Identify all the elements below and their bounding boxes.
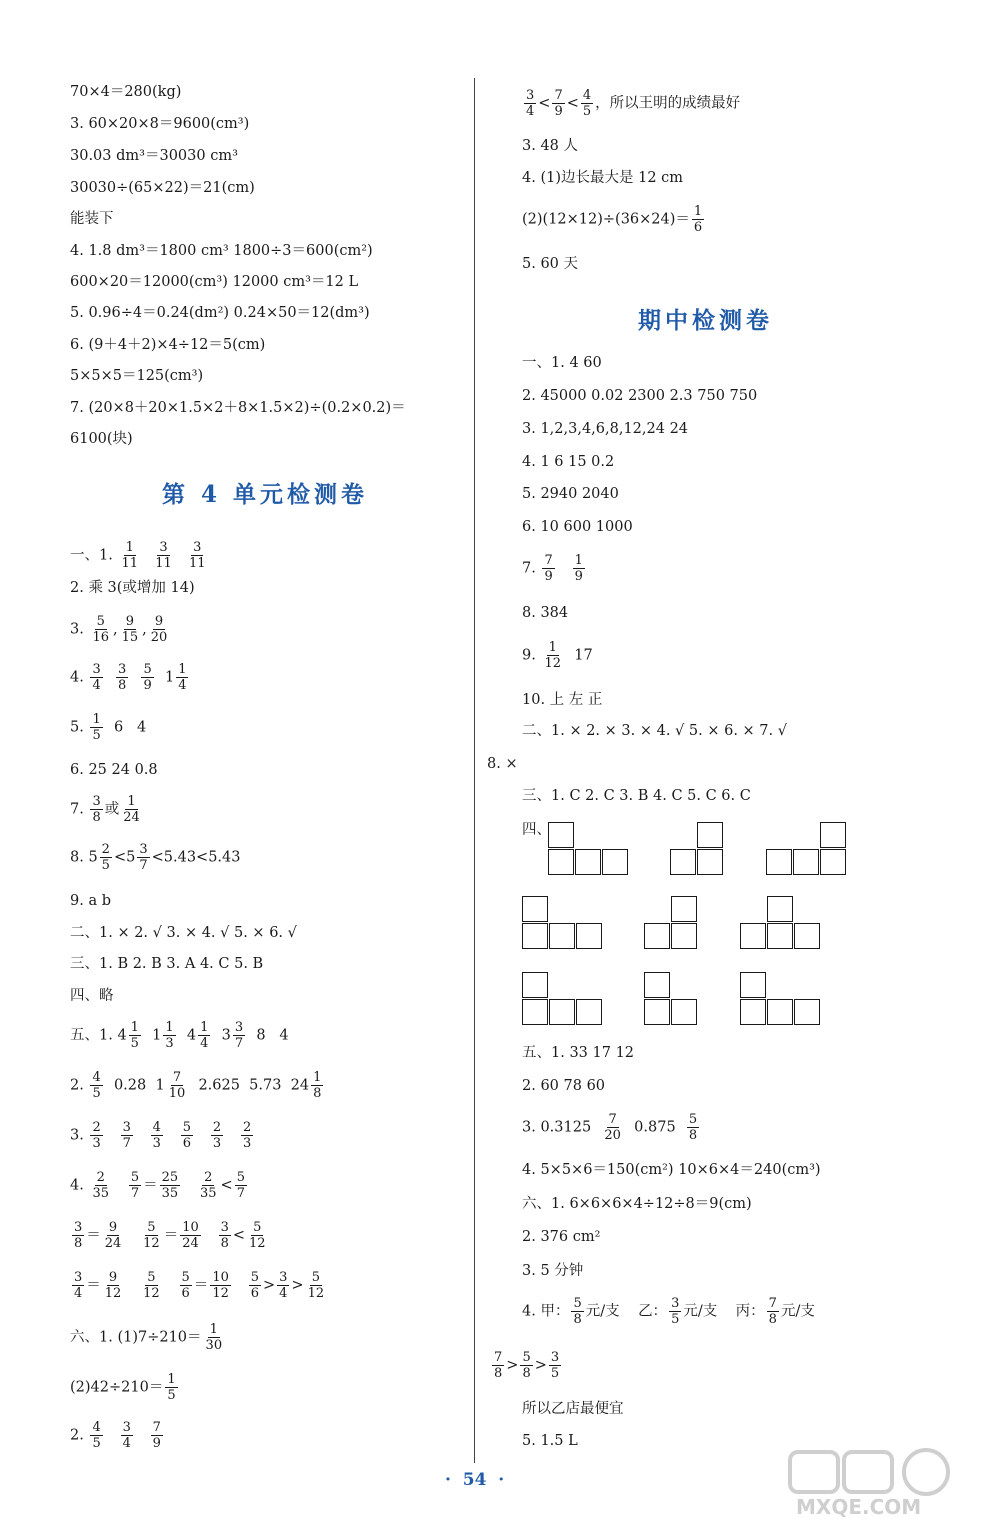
text-line: 6. (9＋4＋2)×4÷12＝5(cm): [70, 337, 266, 353]
mid-part6-q2: 2. 376 cm²: [522, 1229, 601, 1245]
unit4-part6-q1-2: (2)42÷210＝ $\frac{1}{5}$: [70, 1372, 176, 1403]
compare-line: $\frac{3}{4}$ < $\frac{7}{9}$ < $\frac{4}{5}$ ，所以王明的成绩最好: [526, 88, 741, 119]
midterm-title: 期中检测卷: [638, 307, 773, 334]
text-line: 6100(块): [70, 431, 133, 447]
mid-part1-q9: 9. $\frac{1}{12}$ 17: [522, 640, 593, 671]
text-line: 30030÷(65×22)＝21(cm): [70, 180, 255, 196]
mid-part3: 三、1. C 2. C 3. B 4. C 5. C 6. C: [522, 788, 751, 804]
text-line: 70×4＝280(kg): [70, 84, 182, 100]
unit4-part6-q1-1: 六、1. (1)7÷210＝ $\frac{1}{30}$: [70, 1322, 223, 1353]
mid-part4-label: 四、: [522, 822, 551, 838]
text-line: 3. 60×20×8＝9600(cm³): [70, 116, 250, 132]
unit4-part3: 三、1. B 2. B 3. A 4. C 5. B: [70, 956, 264, 972]
mid-part1-q2: 2. 45000 0.02 2300 2.3 750 750: [522, 388, 758, 404]
mid-part6-q3: 3. 5 分钟: [522, 1263, 584, 1279]
svg-text:MXQE.COM: MXQE.COM: [796, 1495, 922, 1518]
unit4-part2: 二、1. × 2. √ 3. × 4. √ 5. × 6. √: [70, 925, 297, 941]
unit4-q6: 6. 25 24 0.8: [70, 762, 158, 778]
mid-part6-q4-compare: $\frac{7}{8}$ > $\frac{5}{8}$ > $\frac{3}{5}$: [494, 1350, 560, 1381]
mid-part1-q6: 6. 10 600 1000: [522, 519, 633, 535]
unit4-q5: 5. $\frac{1}{5}$ 6 4: [70, 712, 147, 743]
text-line: 7. (20×8＋20×1.5×2＋8×1.5×2)÷(0.2×0.2)＝: [70, 400, 406, 416]
unit4-part5-q2: 2. $\frac{4}{5}$ 0.28 1 $\frac{7}{10}$ 2.625 5.73 24 $\frac{1}{8}$: [70, 1070, 322, 1101]
mid-part2: 二、1. × 2. × 3. × 4. √ 5. × 6. × 7. √: [522, 723, 787, 739]
mid-part5-q1: 五、1. 33 17 12: [522, 1045, 635, 1061]
watermark-logo-icon: [786, 1448, 986, 1518]
unit4-part5-q4-c: $\frac{3}{4}$ ＝ $\frac{9}{12}$ $\frac{5}{12}$ $\frac{5}{6}$ ＝ $\frac{10}{12}$ $\frac{5}{6}$ > $\frac{3}{4}$ > $\frac{5}{12}$: [74, 1270, 325, 1301]
page-number: · 54 ·: [445, 1470, 505, 1490]
q5: 5. 60 天: [522, 256, 579, 272]
unit4-part6-q2: 2. $\frac{4}{5}$ $\frac{3}{4}$ $\frac{7}{9}$: [70, 1420, 161, 1451]
unit4-part5-q4-b: $\frac{3}{8}$ ＝ $\frac{9}{24}$ $\frac{5}{12}$ ＝ $\frac{10}{24}$ $\frac{3}{8}$ < $\frac{5}{12}$: [74, 1220, 266, 1251]
q4-1: 4. (1)边长最大是 12 cm: [522, 170, 684, 186]
text-line: 30.03 dm³＝30030 cm³: [70, 148, 238, 164]
text-line: 600×20＝12000(cm³) 12000 cm³＝12 L: [70, 274, 359, 290]
mid-part1-q10: 10. 上 左 正: [522, 692, 603, 708]
text-line: 4. 1.8 dm³＝1800 cm³ 1800÷3＝600(cm²): [70, 243, 373, 259]
mid-part1-q7: 7. $\frac{7}{9}$ $\frac{1}{9}$: [522, 553, 583, 584]
q4-2: (2)(12×12)÷(36×24)＝ $\frac{1}{6}$: [522, 204, 703, 235]
unit4-q4: 4. $\frac{3}{4}$ $\frac{3}{8}$ $\frac{5}{9}$ 1 $\frac{1}{4}$: [70, 662, 187, 693]
mid-part1-q4: 4. 1 6 15 0.2: [522, 454, 615, 470]
mid-part5-q2: 2. 60 78 60: [522, 1078, 606, 1094]
unit4-part4: 四、略: [70, 988, 114, 1004]
mid-part1-q8: 8. 384: [522, 605, 569, 621]
mid-part1-q1: 一、1. 4 60: [522, 355, 602, 371]
unit4-q8: 8. 5 $\frac{2}{5}$ <5 $\frac{3}{7}$ <5.43<5.43: [70, 842, 241, 873]
unit4-q1: 一、1. $\frac{1}{11}$ $\frac{3}{11}$ $\frac{3}{11}$: [70, 540, 206, 571]
unit4-q9: 9. a b: [70, 893, 111, 909]
mid-part2-q8: 8. ×: [487, 756, 518, 772]
text-line: 能装下: [70, 211, 114, 227]
unit4-part5-q3: 3. $\frac{2}{3}$ $\frac{3}{7}$ $\frac{4}{3}$ $\frac{5}{6}$ $\frac{2}{3}$ $\frac{2}{3}$: [70, 1120, 252, 1151]
mid-part6-q5: 5. 1.5 L: [522, 1433, 578, 1449]
unit4-q7: 7. $\frac{3}{8}$ 或 $\frac{1}{24}$: [70, 794, 140, 825]
unit4-q2: 2. 乘 3(或增加 14): [70, 580, 195, 596]
mid-part6-q4: 4. 甲： $\frac{5}{8}$ 元/支 乙： $\frac{3}{5}$ 元/支 丙： $\frac{7}{8}$ 元/支: [522, 1296, 815, 1327]
column-divider: [474, 78, 475, 1463]
mid-part6-conclusion: 所以乙店最便宜: [522, 1401, 624, 1417]
unit4-title: 第 4 单元检测卷: [162, 481, 369, 508]
mid-part1-q5: 5. 2940 2040: [522, 486, 619, 502]
unit4-part5-q1: 五、1. 4 $\frac{1}{5}$ 1 $\frac{1}{3}$ 4 $\frac{1}{4}$ 3 $\frac{3}{7}$ 8 4: [70, 1020, 289, 1051]
unit4-part5-q4: 4. $\frac{2}{35}$ $\frac{5}{7}$ ＝ $\frac{25}{35}$ $\frac{2}{35}$ < $\frac{5}{7}$: [70, 1170, 245, 1201]
mid-part1-q3: 3. 1,2,3,4,6,8,12,24 24: [522, 421, 689, 437]
mid-part6-q1: 六、1. 6×6×6×4÷12÷8＝9(cm): [522, 1196, 752, 1212]
mid-part5-q4: 4. 5×5×6＝150(cm²) 10×6×4＝240(cm³): [522, 1162, 821, 1178]
q3: 3. 48 人: [522, 138, 579, 154]
text-line: 5. 0.96÷4＝0.24(dm²) 0.24×50＝12(dm³): [70, 305, 370, 321]
text-line: 5×5×5＝125(cm³): [70, 368, 204, 384]
unit4-q3: 3. $\frac{5}{16}$ , $\frac{9}{15}$ , $\frac{9}{20}$: [70, 614, 168, 645]
mid-part5-q3: 3. 0.3125 $\frac{7}{20}$ 0.875 $\frac{5}{8}$: [522, 1112, 698, 1143]
